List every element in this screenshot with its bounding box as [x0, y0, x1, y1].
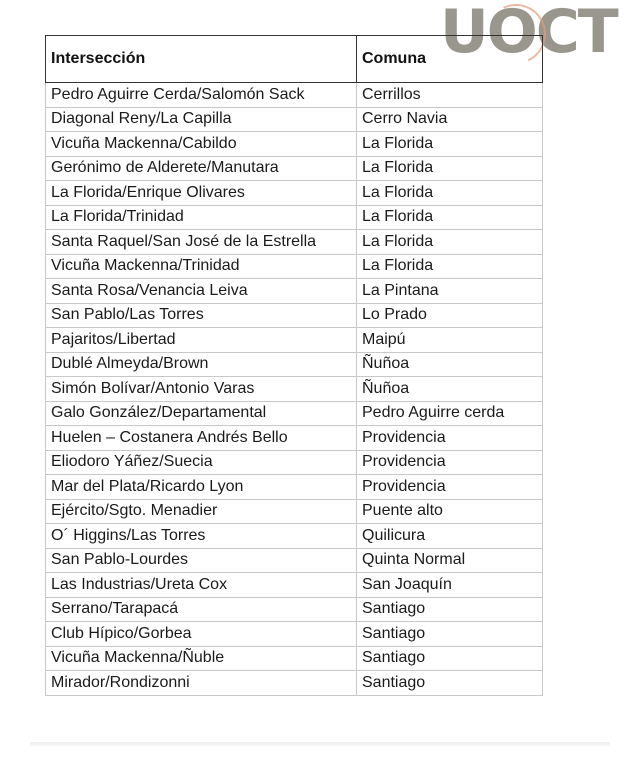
interseccion-cell: Diagonal Reny/La Capilla	[46, 107, 357, 132]
interseccion-cell: La Florida/Enrique Olivares	[46, 181, 357, 206]
comuna-cell: Maipú	[357, 328, 543, 353]
table-row	[46, 426, 543, 451]
interseccion-cell: Club Hípico/Gorbea	[46, 622, 357, 647]
comuna-cell: Santiago	[357, 646, 543, 671]
table-row	[46, 622, 543, 647]
comuna-cell: Providencia	[357, 450, 543, 475]
table-row	[46, 671, 543, 696]
comuna-cell: Providencia	[357, 475, 543, 500]
interseccion-cell: Simón Bolívar/Antonio Varas	[46, 377, 357, 402]
interseccion-cell: Mar del Plata/Ricardo Lyon	[46, 475, 357, 500]
comuna-cell: La Florida	[357, 230, 543, 255]
table-row	[46, 597, 543, 622]
comuna-cell: Puente alto	[357, 499, 543, 524]
table-row	[46, 230, 543, 255]
interseccion-cell: Santa Raquel/San José de la Estrella	[46, 230, 357, 255]
interseccion-cell: La Florida/Trinidad	[46, 205, 357, 230]
table-row	[46, 254, 543, 279]
table-row	[46, 303, 543, 328]
table-row	[46, 646, 543, 671]
comuna-cell: Santiago	[357, 671, 543, 696]
interseccion-cell: Santa Rosa/Venancia Leiva	[46, 279, 357, 304]
table-row	[46, 181, 543, 206]
interseccion-cell: San Pablo-Lourdes	[46, 548, 357, 573]
interseccion-cell: Mirador/Rondizonni	[46, 671, 357, 696]
comuna-cell: Lo Prado	[357, 303, 543, 328]
comuna-cell: San Joaquín	[357, 573, 543, 598]
table-row	[46, 83, 543, 108]
interseccion-cell: San Pablo/Las Torres	[46, 303, 357, 328]
table-row	[46, 205, 543, 230]
table-row	[46, 548, 543, 573]
table-row	[46, 279, 543, 304]
comuna-cell: Cerrillos	[357, 83, 543, 108]
comuna-cell: La Florida	[357, 181, 543, 206]
interseccion-cell: Serrano/Tarapacá	[46, 597, 357, 622]
comuna-cell: Santiago	[357, 597, 543, 622]
interseccion-cell: O´ Higgins/Las Torres	[46, 524, 357, 549]
comuna-cell: La Florida	[357, 156, 543, 181]
comuna-cell: Cerro Navia	[357, 107, 543, 132]
uoct-logo: UOCT	[440, 0, 617, 67]
table-row	[46, 401, 543, 426]
interseccion-cell: Huelen – Costanera Andrés Bello	[46, 426, 357, 451]
table-row	[46, 499, 543, 524]
interseccion-cell: Pajaritos/Libertad	[46, 328, 357, 353]
interseccion-cell: Vicuña Mackenna/Trinidad	[46, 254, 357, 279]
header-interseccion: Intersección	[46, 36, 357, 83]
table-row	[46, 450, 543, 475]
intersections-table	[45, 35, 543, 696]
interseccion-cell: Pedro Aguirre Cerda/Salomón Sack	[46, 83, 357, 108]
interseccion-cell: Dublé Almeyda/Brown	[46, 352, 357, 377]
interseccion-cell: Vicuña Mackenna/Cabildo	[46, 132, 357, 157]
table-row	[46, 377, 543, 402]
comuna-cell: Quilicura	[357, 524, 543, 549]
comuna-cell: Pedro Aguirre cerda	[357, 401, 543, 426]
comuna-cell: Ñuñoa	[357, 377, 543, 402]
comuna-cell: La Florida	[357, 132, 543, 157]
comuna-cell: Santiago	[357, 622, 543, 647]
table-row	[46, 573, 543, 598]
table-row	[46, 107, 543, 132]
header-comuna: Comuna	[357, 36, 543, 83]
table-row	[46, 475, 543, 500]
table-row	[46, 328, 543, 353]
table-row	[46, 524, 543, 549]
comuna-cell: Quinta Normal	[357, 548, 543, 573]
comuna-cell: La Florida	[357, 205, 543, 230]
table-row	[46, 352, 543, 377]
interseccion-cell: Vicuña Mackenna/Ñuble	[46, 646, 357, 671]
comuna-cell: Ñuñoa	[357, 352, 543, 377]
interseccion-cell: Gerónimo de Alderete/Manutara	[46, 156, 357, 181]
interseccion-cell: Las Industrias/Ureta Cox	[46, 573, 357, 598]
comuna-cell: La Pintana	[357, 279, 543, 304]
interseccion-cell: Eliodoro Yáñez/Suecia	[46, 450, 357, 475]
table-row	[46, 156, 543, 181]
page-bottom-edge	[30, 742, 610, 746]
comuna-cell: Providencia	[357, 426, 543, 451]
interseccion-cell: Ejército/Sgto. Menadier	[46, 499, 357, 524]
interseccion-cell: Galo González/Departamental	[46, 401, 357, 426]
comuna-cell: La Florida	[357, 254, 543, 279]
table-header-row	[46, 36, 543, 83]
table-row	[46, 132, 543, 157]
